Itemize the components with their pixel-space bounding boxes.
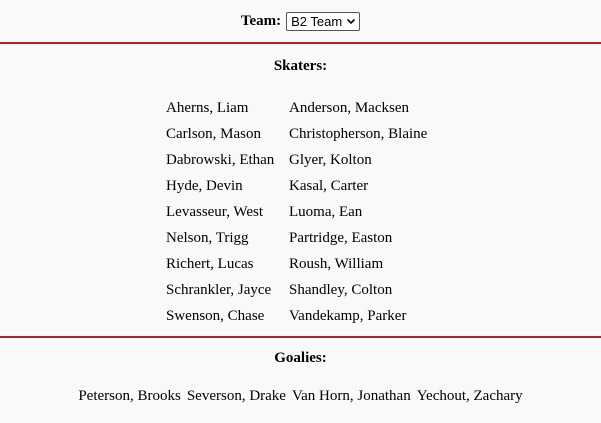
skater-name: Vandekamp, Parker	[289, 308, 407, 324]
skater-name: Richert, Lucas	[166, 256, 254, 272]
skaters-heading: Skaters:	[273, 58, 328, 74]
team-select[interactable]	[286, 12, 360, 31]
goalie-name: Yechout, Zachary	[416, 388, 523, 404]
skater-name: Shandley, Colton	[289, 282, 393, 298]
skater-name: Christopherson, Blaine	[289, 126, 428, 142]
skater-name: Carlson, Mason	[166, 126, 261, 142]
skater-name: Nelson, Trigg	[166, 230, 249, 246]
skater-name: Partridge, Easton	[289, 230, 393, 246]
skater-name: Dabrowski, Ethan	[166, 152, 275, 168]
skater-name: Swenson, Chase	[166, 308, 265, 324]
goalies-heading: Goalies:	[274, 350, 327, 366]
goalie-name: Van Horn, Jonathan	[291, 388, 411, 404]
skater-name: Roush, William	[289, 256, 384, 272]
goalie-name: Peterson, Brooks	[78, 388, 181, 404]
skaters-list	[166, 95, 601, 329]
goalies-list	[0, 388, 601, 405]
team-select-value: B2 Team	[291, 13, 343, 29]
team-label: Team:	[240, 12, 282, 29]
goalie-name: Severson, Drake	[186, 388, 286, 404]
chevron-down-icon	[346, 16, 356, 26]
skater-name: Luoma, Ean	[289, 204, 363, 220]
skater-name: Schrankler, Jayce	[166, 282, 272, 298]
skater-name: Aherns, Liam	[166, 100, 249, 116]
skater-name: Levasseur, West	[166, 204, 264, 220]
team-selector-bar	[0, 0, 601, 42]
skater-name: Kasal, Carter	[289, 178, 369, 194]
skater-name: Hyde, Devin	[166, 178, 243, 194]
skater-name: Anderson, Macksen	[289, 100, 409, 116]
skater-name: Glyer, Kolton	[289, 152, 372, 168]
